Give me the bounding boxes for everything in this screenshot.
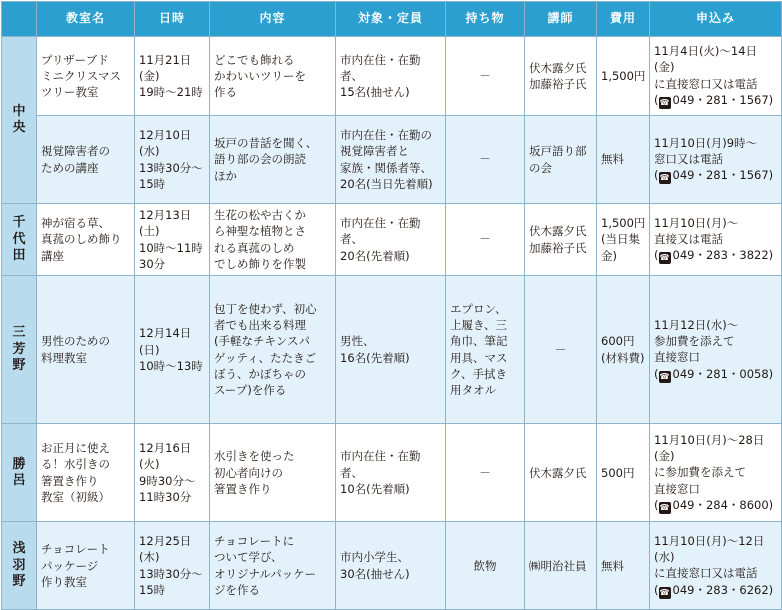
instructor-line: 加藤裕子氏 <box>529 240 587 255</box>
region-line: 千 <box>12 215 26 231</box>
phone-number: (☎ 049・284・8600) <box>654 497 774 512</box>
header-region <box>2 2 37 37</box>
instructor-cell <box>525 522 597 610</box>
fee-line: 金) <box>601 248 617 263</box>
items-line: 用タオル <box>450 383 496 398</box>
instructor-cell <box>525 116 597 204</box>
instructor-line: 伏木露夕氏 <box>529 465 587 480</box>
header-content: 内容 <box>210 2 336 37</box>
table-row <box>2 37 782 116</box>
fee-line: 1,500円 <box>601 216 646 231</box>
table-body <box>2 37 782 610</box>
datetime-line: 11月21日(金) <box>139 52 192 83</box>
apply-cell <box>650 276 782 424</box>
target-line: 20名(先着順) <box>340 248 410 263</box>
region-line: 野 <box>12 573 26 589</box>
items-line: ク、手拭き <box>450 367 508 382</box>
apply-line: に参加費を添えて <box>654 465 746 480</box>
phone-number-text: 049・283・3822 <box>672 248 769 263</box>
phone-icon: ☎ <box>659 502 670 512</box>
instructor-line: 坂戸語り部 <box>529 144 587 159</box>
content-line: 生花の松や古くか <box>214 208 306 222</box>
phone-number: (☎ 049・283・6262) <box>654 582 774 597</box>
target-cell <box>336 116 446 204</box>
items-line: － <box>479 68 491 83</box>
content-line: 包丁を使わず、初心 <box>214 301 317 316</box>
items-cell <box>446 276 525 424</box>
items-line: 上履き、三 <box>450 318 508 333</box>
target-line: 視覚障害者と <box>340 144 409 159</box>
datetime-line: 15時 <box>139 583 166 598</box>
instructor-line: 伏木露夕氏 <box>529 60 587 75</box>
content-cell <box>210 116 336 204</box>
class-name-line: る！水引きの <box>41 457 110 472</box>
datetime-line: 30分 <box>139 256 166 271</box>
apply-line: に直接窓口又は電話 <box>654 76 758 91</box>
datetime-line: 19時～21時 <box>139 85 203 100</box>
content-line: れる真菰のしめ <box>214 240 295 255</box>
class-name-line: 視覚障害者の <box>41 144 110 159</box>
region-line: 中 <box>12 103 26 119</box>
datetime-line: 12月13日(土) <box>139 208 192 239</box>
datetime-line: 12月14日(日) <box>139 326 192 357</box>
datetime-line: 15時 <box>139 176 166 191</box>
fee-cell <box>597 424 650 522</box>
phone-number-text: 049・281・0058 <box>672 366 769 381</box>
instructor-line: 加藤裕子氏 <box>529 77 587 91</box>
datetime-cell <box>135 204 210 276</box>
table-row <box>2 276 782 424</box>
phone-number-text: 049・281・1567 <box>672 168 769 183</box>
phone-icon: ☎ <box>659 173 670 183</box>
target-line: 20名(当日先着順) <box>340 176 433 191</box>
instructor-cell <box>525 424 597 522</box>
target-line: 家族・関係者等、 <box>340 160 432 175</box>
class-name-line: チョコレート <box>41 542 110 557</box>
items-cell <box>446 204 525 276</box>
region-line: 三 <box>12 325 26 341</box>
region-line: 勝 <box>12 456 26 472</box>
content-line: でしめ飾りを作製 <box>214 256 306 271</box>
instructor-cell <box>525 37 597 116</box>
content-line: ついて学び、 <box>214 550 283 565</box>
phone-icon: ☎ <box>659 97 670 107</box>
phone-icon: ☎ <box>659 253 670 263</box>
apply-cell <box>650 116 782 204</box>
phone-number: (☎ 049・283・3822) <box>654 248 774 263</box>
content-line: 水引きを使った <box>214 449 295 464</box>
content-line: 語り部の会の朗読 <box>214 152 306 167</box>
region-line: 田 <box>12 247 26 263</box>
phone-number: (☎ 049・281・1567) <box>654 168 774 183</box>
class-name-line: 料理教室 <box>41 350 87 365</box>
class-name-line: ツリー教室 <box>41 85 99 100</box>
datetime-line: 11時30分 <box>139 490 192 505</box>
content-line: ぼう、かぼちゃの <box>214 367 306 382</box>
target-line: 市内在住・在勤者、 <box>340 449 421 480</box>
phone-number-text: 049・284・8600 <box>672 497 769 512</box>
target-cell <box>336 204 446 276</box>
target-cell <box>336 522 446 610</box>
content-line: 坂戸の昔話を聞く、 <box>214 136 318 150</box>
region-line: 代 <box>12 231 26 247</box>
content-line: チョコレートに <box>214 534 295 549</box>
items-line: － <box>479 152 491 167</box>
items-cell <box>446 116 525 204</box>
table-row <box>2 116 782 204</box>
datetime-line: 13時30分～ <box>139 160 203 175</box>
phone-number-text: 049・283・6262 <box>672 582 769 597</box>
header-datetime: 日時 <box>135 2 210 37</box>
content-line: かわいいツリーを <box>214 68 306 83</box>
region-line: 呂 <box>12 472 26 488</box>
header-items: 持ち物 <box>446 2 525 37</box>
target-line: 16名(先着順) <box>340 350 410 365</box>
apply-line: 直接窓口 <box>654 350 700 365</box>
content-line: 箸置き作り <box>214 481 272 496</box>
instructor-cell <box>525 204 597 276</box>
table-row <box>2 522 782 610</box>
instructor-line: ㈱明治社員 <box>529 558 587 573</box>
target-line: 市内小学生、 <box>340 550 409 565</box>
class-name-line: お正月に使え <box>41 441 110 456</box>
phone-number: (☎ 049・281・1567) <box>654 92 774 107</box>
fee-cell <box>597 522 650 610</box>
apply-line: に直接窓口又は電話 <box>654 566 758 581</box>
content-cell <box>210 522 336 610</box>
fee-line: 無料 <box>601 152 624 167</box>
items-cell <box>446 37 525 116</box>
fee-line: 1,500円 <box>601 68 646 83</box>
datetime-line: 12月25日(木) <box>139 534 192 565</box>
datetime-cell <box>135 424 210 522</box>
items-cell <box>446 424 525 522</box>
content-line: 作る <box>214 85 237 100</box>
course-table <box>1 1 782 610</box>
target-line: 30名(抽せん) <box>340 566 410 581</box>
items-line: エプロン、 <box>450 301 507 316</box>
fee-line: 無料 <box>601 558 624 573</box>
content-line: 初心者向けの <box>214 465 283 480</box>
region-line: 央 <box>12 120 26 135</box>
content-line: ほか <box>214 168 237 183</box>
datetime-cell <box>135 522 210 610</box>
apply-line: 直接窓口 <box>654 481 700 496</box>
phone-icon: ☎ <box>659 371 670 381</box>
items-line: － <box>479 465 491 480</box>
items-line: 飲物 <box>473 558 497 573</box>
target-line: 市内在住・在勤者、 <box>340 216 421 247</box>
class-name-line: ミニクリスマス <box>41 68 122 83</box>
class-name-line: パッケージ <box>41 558 99 573</box>
items-line: 角巾、筆記 <box>450 334 508 349</box>
content-line: 者でも出来る料理 <box>214 318 306 333</box>
target-line: 10名(先着順) <box>340 481 410 496</box>
content-cell <box>210 424 336 522</box>
class-name-line: プリザーブド <box>41 52 109 67</box>
apply-cell <box>650 522 782 610</box>
region-cell <box>2 37 37 204</box>
target-cell <box>336 276 446 424</box>
region-cell <box>2 276 37 424</box>
datetime-cell <box>135 276 210 424</box>
class-name-line: 作り教室 <box>41 574 87 589</box>
class-name-cell <box>37 204 135 276</box>
region-line: 羽 <box>12 557 26 573</box>
header-apply: 申込み <box>650 2 782 37</box>
target-cell <box>336 37 446 116</box>
target-line: 市内在住・在勤の <box>340 127 432 142</box>
fee-cell <box>597 204 650 276</box>
apply-line: 窓口又は電話 <box>654 152 723 166</box>
table-row <box>2 424 782 522</box>
content-line: ゲッティ、たたきご <box>214 350 317 365</box>
header-instructor: 講師 <box>525 2 597 37</box>
datetime-line: 12月16日(火) <box>139 441 192 472</box>
header-fee: 費用 <box>597 2 650 37</box>
class-name-line: 教室（初級） <box>41 490 110 505</box>
content-line: どこでも飾れる <box>214 52 295 67</box>
instructor-line: － <box>554 342 567 357</box>
class-name-cell <box>37 276 135 424</box>
header-target: 対象・定員 <box>336 2 446 37</box>
fee-cell <box>597 116 650 204</box>
region-line: 芳 <box>12 341 26 357</box>
instructor-line: の会 <box>529 160 552 175</box>
class-name-line: 真菰のしめ飾り講座 <box>41 232 122 263</box>
fee-cell <box>597 37 650 116</box>
region-line: 野 <box>12 357 26 373</box>
fee-line: 600円 <box>601 334 635 349</box>
target-line: 市内在住・在勤者、 <box>340 52 421 83</box>
items-cell <box>446 522 525 610</box>
phone-number: (☎ 049・281・0058) <box>654 366 774 381</box>
datetime-line: 13時30分～ <box>139 566 203 581</box>
class-name-line: 男性のための <box>41 334 110 349</box>
content-cell <box>210 37 336 116</box>
class-name-line: 箸置き作り <box>41 473 99 488</box>
class-name-cell <box>37 37 135 116</box>
phone-icon: ☎ <box>659 587 670 597</box>
class-name-cell <box>37 116 135 204</box>
class-name-line: 神が宿る草、 <box>41 216 110 231</box>
target-cell <box>336 424 446 522</box>
apply-cell <box>650 204 782 276</box>
instructor-line: 伏木露夕氏 <box>529 224 587 239</box>
datetime-line: 12月10日(水) <box>139 127 192 159</box>
phone-number-text: 049・281・1567 <box>672 92 769 107</box>
apply-line: 参加費を添えて <box>654 334 735 349</box>
region-cell <box>2 424 37 522</box>
header-class-name: 教室名 <box>37 2 135 37</box>
apply-line: 11月10日(月)～ <box>654 215 739 230</box>
apply-line: 11月4日(火)～14日(金) <box>654 44 758 75</box>
apply-line: 11月10日(月)～28日(金) <box>654 432 765 463</box>
content-line: オリジナルパッケー <box>214 566 317 581</box>
class-name-cell <box>37 424 135 522</box>
content-line: (手軽なチキンスパ <box>214 334 311 349</box>
fee-cell <box>597 276 650 424</box>
content-line: ジを作る <box>214 583 260 598</box>
apply-line: 11月10日(月)～12日(水) <box>654 533 765 565</box>
datetime-cell <box>135 37 210 116</box>
region-cell <box>2 204 37 276</box>
table-header-row <box>2 2 782 37</box>
instructor-cell <box>525 276 597 424</box>
apply-cell <box>650 37 782 116</box>
datetime-cell <box>135 116 210 204</box>
datetime-line: 9時30分～ <box>139 473 196 488</box>
apply-line: 直接又は電話 <box>654 232 723 247</box>
fee-line: 500円 <box>601 465 635 480</box>
class-name-cell <box>37 522 135 610</box>
fee-line: (材料費) <box>601 350 645 365</box>
target-line: 15名(抽せん) <box>340 85 410 100</box>
class-name-line: ための講座 <box>41 160 99 175</box>
datetime-line: 10時～11時 <box>139 240 203 255</box>
content-line: ら神聖な植物とさ <box>214 224 306 239</box>
content-cell <box>210 276 336 424</box>
apply-line: 11月12日(水)～ <box>654 317 739 332</box>
datetime-line: 10時～13時 <box>139 358 203 373</box>
content-line: スープ)を作る <box>214 383 287 398</box>
table-row <box>2 204 782 276</box>
items-line: － <box>479 232 491 247</box>
content-cell <box>210 204 336 276</box>
region-line: 浅 <box>12 541 26 557</box>
fee-line: (当日集 <box>601 232 640 247</box>
target-line: 男性、 <box>340 334 375 349</box>
apply-cell <box>650 424 782 522</box>
region-cell <box>2 522 37 610</box>
apply-line: 11月10日(月)9時～ <box>654 135 758 150</box>
items-line: 用具、マス <box>450 350 508 365</box>
